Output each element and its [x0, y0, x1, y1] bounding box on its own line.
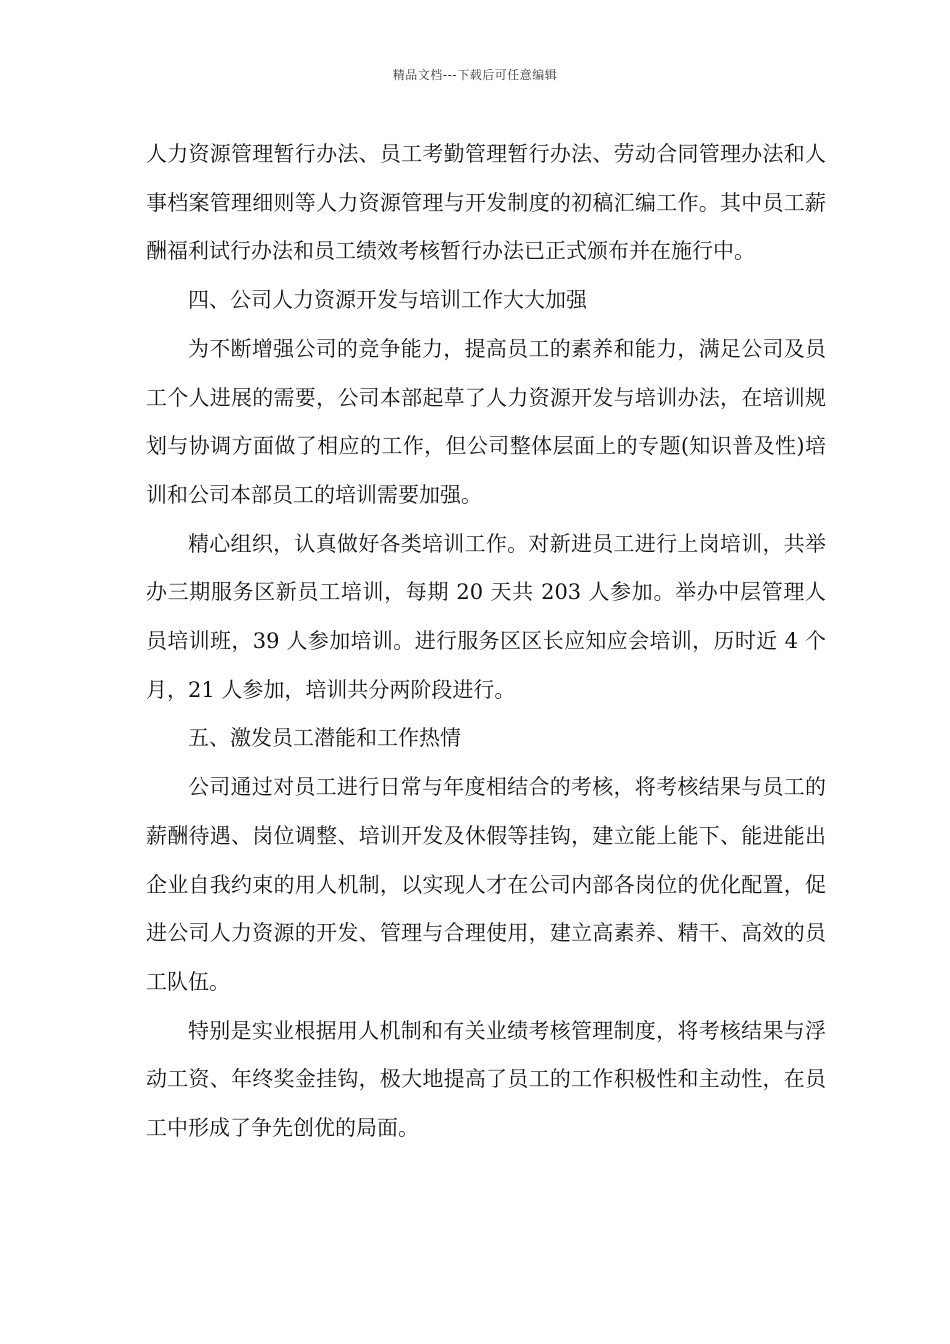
paragraph: 精心组织，认真做好各类培训工作。对新进员工进行上岗培训，共举办三期服务区新员工培训，每期 20 天共 203 人参加。举办中层管理人员培训班，39 人参加培训。进行服务区区长应知应会培训，历时近 4 个月，21 人参加，培训共分两阶段进行。	[146, 531, 826, 702]
paragraph: 公司通过对员工进行日常与年度相结合的考核，将考核结果与员工的薪酬待遇、岗位调整、培训开发及休假等挂钩，建立能上能下、能进能出企业自我约束的用人机制，以实现人才在公司内部各岗位的优化配置，促进公司人力资源的开发、管理与合理使用，建立高素养、精干、高效的员工队伍。	[146, 775, 826, 994]
paragraph: 为不断增强公司的竞争能力，提高员工的素养和能力，满足公司及员工个人进展的需要，公司本部起草了人力资源开发与培训办法，在培训规划与协调方面做了相应的工作，但公司整体层面上的专题(知识普及性)培训和公司本部员工的培训需要加强。	[146, 336, 826, 507]
section-heading-four: 四、公司人力资源开发与培训工作大大加强	[188, 288, 587, 313]
page-header: 精品文档---下载后可任意编辑	[392, 68, 558, 82]
paragraph-continuation: 人力资源管理暂行办法、员工考勤管理暂行办法、劳动合同管理办法和人事档案管理细则等人力资源管理与开发制度的初稿汇编工作。其中员工薪酬福利试行办法和员工绩效考核暂行办法已正式颁布并在施行中。	[146, 142, 826, 264]
paragraph: 特别是实业根据用人机制和有关业绩考核管理制度，将考核结果与浮动工资、年终奖金挂钩，极大地提高了员工的工作积极性和主动性，在员工中形成了争先创优的局面。	[146, 1018, 826, 1141]
section-heading-five: 五、激发员工潜能和工作热情	[188, 726, 461, 751]
document-body	[146, 130, 826, 1153]
